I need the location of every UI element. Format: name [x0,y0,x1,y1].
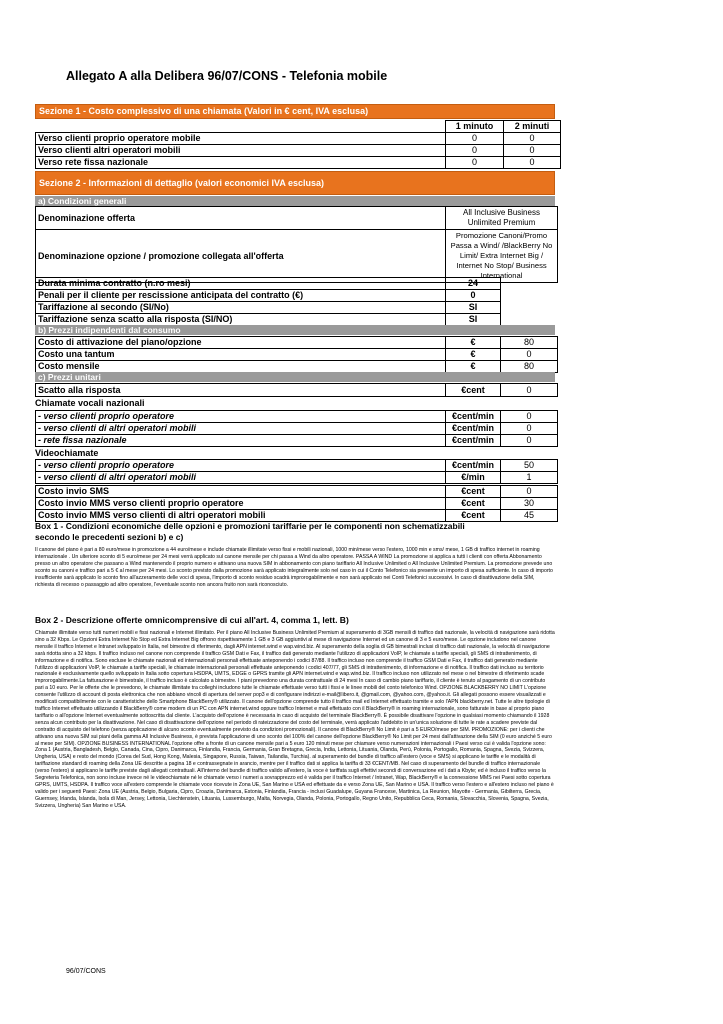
col-1min: 1 minuto [446,121,504,133]
table-row: - verso clienti proprio operatore €cent/min 0 [36,411,558,423]
page-title: Allegato A alla Delibera 96/07/CONS - Telefonia mobile [66,69,388,83]
table-row: Costo invio SMS €cent 0 [36,486,558,498]
general-rows-table [35,277,501,326]
subheading-a: a) Condizioni generali [35,196,555,206]
footer: 96/07/CONS [66,968,106,975]
option-name-value: Promozione Canoni/Promo Passa a Wind/ /BlackBerry No Limit/ Extra Internet Big / Internet No Stop/ Business International [446,230,558,283]
subheading-c: c) Prezzi unitari [35,372,555,382]
table-row: Durata minima contratto (n.ro mesi) 24 [36,278,501,290]
chiamate-table [35,410,558,447]
box1-text: Il canone del piano è pari a 80 euro/mese in promozione a 44 euro/mese e include chiamate illimitate verso fissi e mobili nazionali, 1000 min/mese verso l'estero, 1000 min e sms/ mese, 1 GB di traffico internet in roaming internazionale . Un ulteriore sconto di 5 euro/mese per 24 mesi verrà applicato sul canone mensile per chi passa a Wind da altro operatore. PASSA A WIND La promozione si applica a tutti i clienti con offerta Abbonamento presso un altro operatore che passano a Wind mantenendo il proprio numero e attivano una nuova SIM in abbonamento con piano tariffario All Inclusive Unlimited o All Inclusive Unlimited Premium. La promozione prevede uno sconto su canoni e traffico pari a 5 € al mese per 24 mesi. Lo sconto previsto dalla promozione sarà applicato integralmente solo nel caso in cui il Conto Telefonico sia presente un importo di spesa sufficiente. In caso di importo insufficiente sarà applicato lo sconto fino all'azzeramento delle voci di spesa, l'importo di sconto residuo scadrà improrogabilmente e non sarà applicato nei Conti Telefonici successivi. In caso di disattivazione della SIM, richiesta di recesso o passaggio ad altro operatore, l'eventuale sconto non ancora fruito non sarà riconosciuto. [35,547,553,588]
table-row: Verso clienti altri operatori mobili 0 0 [36,145,561,157]
table-row: Penali per il cliente per rescissione anticipata del contratto (€) 0 [36,290,501,302]
table-row: - verso clienti di altri operatori mobili €/min 1 [36,472,558,484]
option-name-label: Denominazione opzione / promozione collegata all'offerta [36,230,446,283]
col-2min: 2 minuti [504,121,561,133]
table-row: Costo una tantum € 0 [36,349,558,361]
table-row: Tariffazione senza scatto alla risposta (SI/NO) SI [36,314,501,326]
offer-name-label: Denominazione offerta [36,207,446,230]
table-row: Costo di attivazione del piano/opzione € 80 [36,337,558,349]
table-row: Scatto alla risposta €cent 0 [36,384,558,397]
scatto-table [35,383,558,397]
general-table [35,206,558,283]
chiamate-heading: Chiamate vocali nazionali [35,398,145,408]
table-row: Verso rete fissa nazionale 0 0 [36,157,561,169]
section1-heading: Sezione 1 - Costo complessivo di una chiamata (Valori in € cent, IVA esclusa) [35,104,555,119]
box2-text: Chiamate illimitate verso tutti numeri mobili e fissi nazionali e Internet illimitato. Per il piano All Inclusive Business Unlimited Premium al superamento di 3GB mensili di traffico dati nazionale, la velocità di navigazione sarà ridotta sino a 32 Kbps. Le Opzioni Extra Internet No Stop ed Extra Internet Big offrono rispettivamente 1 GB e 3 GB aggiuntivi al mese di navigazione Internet ed un canone di 3 e 5 euro/mese. Le opzione includono nel canone mensile il traffico Internet e Intranet sviluppato in Italia, nel bimestre di riferimento, dagli APN internet.wind e wap.wind.biz. Al superamento della soglia di GB bimestrali inclusi di traffico dati nazionale, la velocità di navigazione sarà ridotta sino a 32 kbps. Il traffico incluso nel canone non comprende il traffico GSM Dati e Fax, il traffico dati generato mediante l'utilizzo di applicazioni VoIP, le chiamate a tariffe speciali, gli SMS di intrattenimento, di informazione e di notifica. Sono escluse le chiamate nazionali ed internazionali personali effettuate anteponendo i codici 87/88. Il traffico incluso non comprende il traffico GSM Dati e Fax, il traffico dati generato mediante l'utilizzo di applicazioni VoIP, le chiamate a tariffe speciali, le chiamate internazionali personali effettuate anteponendo i codici 407/77, gli SMS di intrattenimento, di informazione e di notifica. Il traffico dati incluso su territorio nazionale è esclusivamente quello sviluppato in Italia sotto copertura HSDPA, UMTS, EDGE o GPRS tramite gli APN internet.wind e wap.wind.biz. Il traffico incluso non utilizzato nel mese o nel bimestre di riferimento scade improrogabilmente.La fatturazione è bimestrale, il traffico incluso è calcolato a bimestre. I piani prevedono una durata contrattuale di 24 mesi In caso di cambio piano tariffario, il cliente è tenuto al pagamento di un contributo pari a 10 euro. Per le offerte che le prevedono, le chiamate illimitate tra colleghi includono tutte le chiamate effettuate verso tutti i fissi e le linee mobili del conto telefonico Wind. OPZIONE BLACKBERRY NO LIMIT L'opzione consente l'utilizzo di account di posta elettronica che non abbiano vincoli di apertura del server pop3 e di configurare indirizzi e-mail@libero.it, @gmail.com, @yahoo.com, @yahoo.it. Gli allegati possono essere visualizzati e modificati compatibilmente con le caratteristiche dello Smartphone BlackBerry® utilizzato. Il canone dell'opzione comprende tutto il traffico mail ed Internet effettuato tramite e solo l'APN blackberry.net. Tutte le altre tipologie di traffico Internet effettuato utilizzando il BlackBerry® come modem di un PC con APN internet.wind oppure traffico Internet e mail effettuato con il BlackBerry® in roaming internazionale, sono fatturate in base al proprio piano tariffario o all'opzione Internet eventualmente sottoscritta dal cliente. L'acquisto dell'opzione è necessaria in caso di acquisto del terminale BlackBerry®. È possibile disattivare l'opzione in qualsiasi momento chiamando il 1928 senza alcun contributo per la disattivazione. Nel caso di disattivazione dell'opzione nel periodo di rateizzazione del costo del terminale, verrà applicato l'addebito in un'unica soluzione di tutte le rate a scadere previste dal contratto di acquisto del telefono (senza applicazione di alcuno sconto eventualmente previsto da condizioni promozionali). Il canone di BlackBerry® No Limit è pari a 5 EURO/mese per SIM. PROMOZIONE: per i clienti che attivano una nuova SIM sui piani della gamma All Inclusive Business, è prevista l'applicazione di uno sconto del 100% del canone dell'opzione BlackBerry® No Limit per 24 mesi dall'attivazione della SIM (0 euro anziché 5 euro al mese per SIM). OPZIONE BUSINESS INTERNATIONAL l'opzione offre a fronte di un canone mensile pari a 5 euro 120 minuti mese per chiamare verso numerazioni internazionali i Paesi verso cui è valida l'opzione sono: Zona 1 (Austria, Bangladesh, Belgio, Canada, Cina, Cipro, Danimarca, Finlandia, Francia, Germania, Gran Bretagna, Grecia, India, Lettonia, Lituania, Olanda, Perù, Polonia, Portogallo, Romania, Spagna, Svezia, Svizzera, Ungheria, USA) e resto del mondo (Corea del Sud, Hong Kong, Malesia, Singapore, Russia, Taiwan, Tailandia, Turchia). al superamento del bundle di traffico all'estero (voce e SMS) si applicano le tariffe e le modalità di tariffazione standard di roaming della Zona UE descritte a pagina 18 e contrassegnate in arancio, mentre per il traffico dati si applica la tariffa di 33 €CENT/MB. Nel caso di superamento del bundle di traffico internazionale (verso l'estero) si applicano le tariffe previste dagli allegati contrattuali. All'interno del bundle di traffico valido all'estero, la voce è tariffata sugli effettivi secondi di conversazione ed i dati a Kbyte; ed è incluso il traffico verso la Segreteria Telefonica, non sono incluse invece né le videochiamate né le chiamate verso i numeri a sovrapprezzo ed è valida per il traffico Internet / Intranet, Wap, BlackBerry® e la connessione MMS nei Paesi sotto copertura GPRS, UMTS, HSDPA. Il traffico voce all'estero comprende le chiamate voce ricevute in Zona UE, San Marino e USA ed effettuate da e verso Zona UE, San Marino e USA. Il traffico verso l'estero e all'estero incluso nel piano è valido per i seguenti Paesi: Zona UE (Austria, Belgio, Bulgaria, Cipro, Croazia, Danimarca, Estonia, Finlandia, Francia - inclusi Guadalupe, Guyana Francese, Martinica, La Reunion, Mayotte - Germania, Gibilterra, Grecia, Guernsey, Irlanda, Islanda, Isola di Man, Jersey, Lettonia, Liechtenstein, Lituania, Lussemburgo, Malta, Norvegia, Olanda, Polonia, Portogallo, Regno Unito, Repubblica Ceca, Romania, Slovacchia, Slovenia, Spagna, Svezia, Svizzera, Ungheria) San Marino e USA. [35,630,555,809]
box1-heading: Box 1 - Condizioni economiche delle opzioni e promozioni tariffarie per le componenti non schematizzabili secondo le precedenti sezioni b) e c) [35,521,465,542]
offer-name-value: All Inclusive Business Unlimited Premium [446,207,558,230]
table-row: Verso clienti proprio operatore mobile 0 0 [36,133,561,145]
subheading-b: b) Prezzi indipendenti dal consumo [35,325,555,335]
table-row: Costo invio MMS verso clienti di altri operatori mobili €cent 45 [36,510,558,522]
b-table [35,336,558,373]
table-row: Costo invio MMS verso clienti proprio operatore €cent 30 [36,498,558,510]
messages-table [35,485,558,522]
table-row: Costo mensile € 80 [36,361,558,373]
table-row: - rete fissa nazionale €cent/min 0 [36,435,558,447]
box2-heading: Box 2 - Descrizione offerte omnicomprensive di cui all'art. 4, comma 1, lett. B) [35,615,349,625]
section2-heading: Sezione 2 - Informazioni di dettaglio (valori economici IVA esclusa) [35,171,555,195]
video-heading: Videochiamate [35,448,99,458]
table-row: - verso clienti di altri operatori mobili €cent/min 0 [36,423,558,435]
table-row: Tariffazione al secondo (SI/No) SI [36,302,501,314]
section1-table [35,120,561,169]
video-table [35,459,558,484]
table-row: - verso clienti proprio operatore €cent/min 50 [36,460,558,472]
